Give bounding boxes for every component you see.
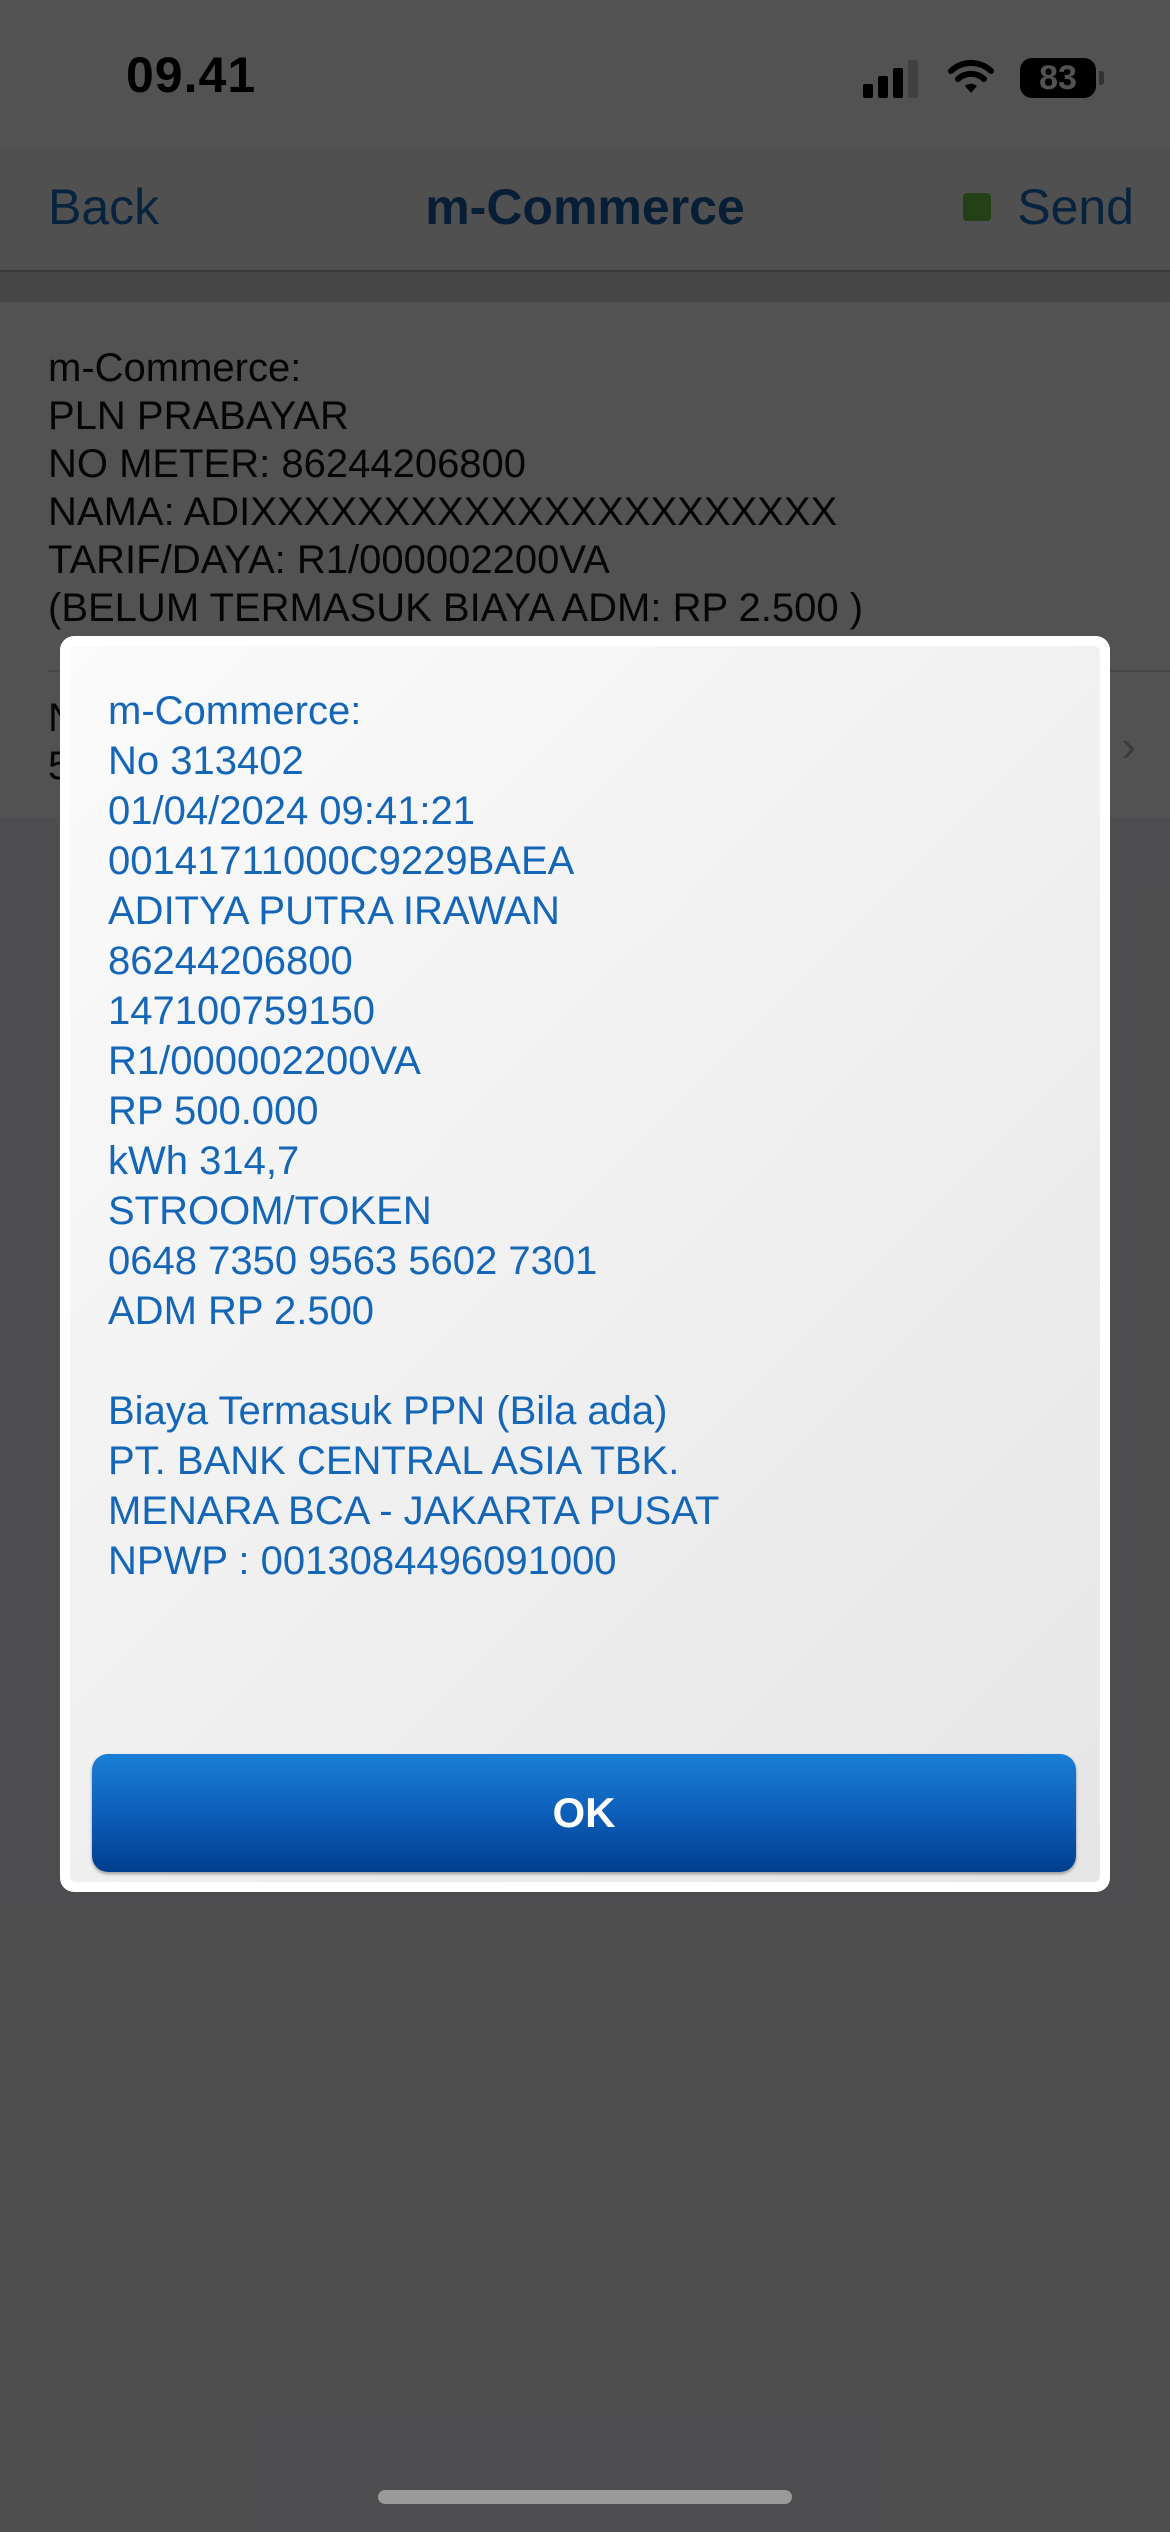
receipt-line: RP 500.000 xyxy=(108,1089,319,1133)
receipt-line: PT. BANK CENTRAL ASIA TBK. xyxy=(108,1439,680,1483)
receipt-line: R1/000002200VA xyxy=(108,1039,421,1083)
receipt-line: Biaya Termasuk PPN (Bila ada) xyxy=(108,1389,668,1433)
home-indicator[interactable] xyxy=(378,2490,792,2504)
receipt-line: STROOM/TOKEN xyxy=(108,1189,432,1233)
ok-button[interactable]: OK xyxy=(92,1754,1076,1872)
receipt-line: kWh 314,7 xyxy=(108,1139,300,1183)
receipt-line: 00141711000C9229BAEA xyxy=(108,839,575,883)
receipt-line: ADITYA PUTRA IRAWAN xyxy=(108,889,560,933)
receipt-dialog xyxy=(60,636,1110,1892)
receipt-line: MENARA BCA - JAKARTA PUSAT xyxy=(108,1489,720,1533)
receipt-line: ADM RP 2.500 xyxy=(108,1289,375,1333)
receipt-line: 86244206800 xyxy=(108,939,353,983)
receipt-line xyxy=(108,1336,719,1386)
receipt-line: m-Commerce: xyxy=(108,689,362,733)
receipt-line: No 313402 xyxy=(108,739,304,783)
receipt-line: NPWP : 0013084496091000 xyxy=(108,1539,617,1583)
receipt-line: 0648 7350 9563 5602 7301 xyxy=(108,1239,598,1283)
receipt-line: 01/04/2024 09:41:21 xyxy=(108,789,476,833)
receipt-text xyxy=(108,686,719,1586)
receipt-dialog-body xyxy=(70,646,1100,1882)
receipt-line: 147100759150 xyxy=(108,989,375,1033)
